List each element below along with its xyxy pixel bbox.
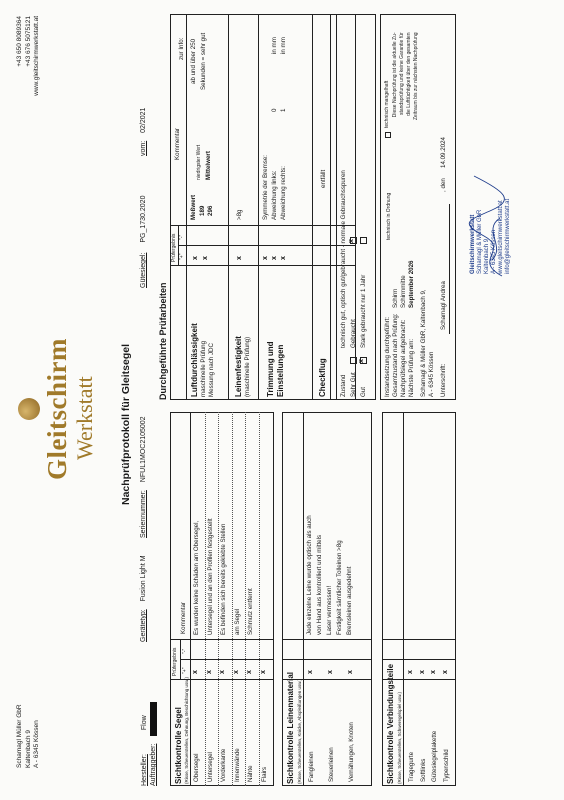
luft-sub2: Messung nach JDC xyxy=(208,343,215,397)
instand-line4-value: September 2026 xyxy=(408,260,415,308)
company-logo xyxy=(18,332,108,482)
info-2: Sekunden = sehr gut xyxy=(200,32,207,90)
stamp-line: info@gleitschirmwerkstatt.at xyxy=(505,198,511,274)
luft-title: Luftdurchlässigkeit xyxy=(190,323,199,397)
luft-sub1: maschinelle Prüfung xyxy=(200,340,207,397)
disclaimer-line: standsprüfung und keine Garantie für xyxy=(399,32,405,116)
pruef-header-right: Prüfergebnis xyxy=(171,233,177,262)
segel-row-plus: x xyxy=(259,670,267,674)
leinen-comment: Bremsleinen ausgedehnt xyxy=(346,566,353,635)
segel-row-label: Obersegel xyxy=(193,753,200,782)
leinenfest-title: Leinenfestigkeit xyxy=(234,336,243,397)
hersteller-label: Hersteller: xyxy=(141,754,148,786)
segel-row-comment: Schmutz entfernt xyxy=(247,588,254,635)
segel-subtitle: (Risse, Scheuerstellen, Dehnung, Beschichtung usw.) xyxy=(184,676,189,784)
address-line: Schamagl Müller GbR xyxy=(16,704,23,768)
geraetetyp xyxy=(140,555,147,642)
document-title: Nachprüfprotokoll für Gleitsegel xyxy=(120,343,132,505)
seriennummer xyxy=(140,416,147,538)
zustand-text: technisch gut, optisch gut/gebraucht - normale Gebrauchsspuren xyxy=(340,170,347,348)
vom-value: 02/2021 xyxy=(140,107,147,133)
pruef-header: Prüfergebnis xyxy=(172,647,178,676)
zustand-opt2: Gebraucht xyxy=(350,319,357,348)
luft-plus-2: x xyxy=(202,256,209,260)
serie-value: NFUL1MOC2105002 xyxy=(140,416,147,483)
logo-text: Gleitschirm xyxy=(42,338,72,480)
guete-label: Gütesiegel: xyxy=(140,252,147,288)
phone-2: +43 676 5075121 xyxy=(24,16,32,67)
segel-row-label: Innenwände xyxy=(233,748,241,782)
instand-line3-value: Schirmmitte xyxy=(400,275,407,308)
trimm-plus-1: x xyxy=(262,256,269,260)
serie-label: Seriennummer: xyxy=(140,490,147,538)
unit-2: in mm xyxy=(280,37,287,54)
auftraggeber-label: Auftraggeber: xyxy=(150,743,157,786)
leinenfest-value: >8g xyxy=(236,209,243,220)
mittelwert-label: Mittelwert xyxy=(205,151,212,180)
hersteller-value: Flow xyxy=(141,715,148,731)
messwert-1: 189 xyxy=(199,205,206,216)
phone-1: +43 650 8089364 xyxy=(16,16,23,67)
verbindung-row-label: Gütesiegelplakette xyxy=(431,730,438,782)
checkflug: Checkflug xyxy=(318,358,327,397)
stamp-line: A - 6345 Kössen xyxy=(491,229,497,274)
leinen-row-label: Steuerleinen xyxy=(328,747,335,782)
segel-row-comment: Es befinden sich bereits geklebte Stellen xyxy=(220,523,227,635)
leinenfest-plus: x xyxy=(236,256,243,260)
leinen-subtitle: (Risse, Scheuerstellen, Knicke, Abspleißungen usw.) xyxy=(297,678,302,784)
segel-title: Sichtkontrolle Segel xyxy=(174,707,183,784)
verbindung-row-plus: x xyxy=(441,670,449,674)
company-line: Schamagl & Müller GbR, Kaltenbach 9, xyxy=(420,289,427,397)
leinen-row-label: Vernähungen, Knoten xyxy=(348,722,355,782)
instand-line2-value: Schirm xyxy=(392,288,399,308)
col-minus: "-" xyxy=(182,648,188,654)
unterschrift-label: Unterschrift: xyxy=(440,363,447,397)
abw-rechts-val: 1 xyxy=(280,108,287,112)
disclaimer-line: Zeitraum bis zur nächsten Nachprüfung xyxy=(413,32,419,120)
instand-line2-label: Gesamtzustand nach Prüfung: xyxy=(392,313,399,397)
vom xyxy=(140,108,147,156)
checkbox-gebraucht-mark: x xyxy=(348,239,355,243)
stamp-line: Kaltenbach 9 xyxy=(484,238,490,274)
trimm-plus-2: x xyxy=(271,256,278,260)
instand-line1: Instandsetzung durchgeführt: xyxy=(384,316,391,397)
zustand-opt4: Stark gebraucht nur 1 Jahr xyxy=(360,274,367,348)
leinen-comment: Laser vermessen! xyxy=(326,585,333,635)
segel-row-label: Untersegel xyxy=(206,752,214,782)
leinen-row-plus: x xyxy=(347,670,354,674)
segel-row-plus: x xyxy=(192,670,199,674)
website: www.gleitschirmwerkstatt.at xyxy=(33,16,40,96)
checkbox-mangelhaft[interactable] xyxy=(385,132,391,138)
leinenfest-sub: (maschinelle Prüfung) xyxy=(244,336,251,397)
handwritten-signature xyxy=(462,170,518,280)
address-line: A - 6345 Kössen xyxy=(33,720,40,768)
leinen-row-plus: x xyxy=(307,670,314,674)
checkbox-sehr-gut[interactable] xyxy=(350,357,357,364)
pruefarbeiten-heading: Durchgeführte Prüfarbeiten xyxy=(158,282,168,400)
leinen-row-label: Fangleinen xyxy=(308,751,315,782)
disclaimer-line: Diese Nachprüfung ist die aktuelle Zu- xyxy=(392,32,398,118)
segel-row-plus: x xyxy=(205,670,213,674)
segel-row-label: Nähte xyxy=(247,765,254,782)
segel-row-label: Vorderkante xyxy=(220,748,227,782)
checkflug-val: entfällt xyxy=(320,169,327,188)
kommentar-header-right: Kommentar xyxy=(174,128,181,160)
abw-links-val: 0 xyxy=(271,108,278,112)
signer: Schamagl Andrea xyxy=(440,281,447,330)
guetesiegel xyxy=(140,196,147,288)
geraetetyp-label: Gerätetyp: xyxy=(140,609,147,642)
verbindung-row-label: Typenschild xyxy=(442,749,450,782)
kommentar-header: Kommentar xyxy=(180,602,187,634)
segel-row-label: Flairs xyxy=(260,766,268,782)
segel-row-comment: Untersegel und an den Profilen festgestellt xyxy=(206,518,214,635)
symmetrie: Symmetrie der Bremse: xyxy=(262,155,269,220)
zustand-opt1: Sehr Gut xyxy=(350,372,357,397)
leinen-row-plus: x xyxy=(327,670,334,674)
checkbox-gut-mark: x xyxy=(358,359,365,363)
abw-links: Abweichung links: xyxy=(271,170,278,220)
stamp-line: Gleitschirmwerkstatt xyxy=(470,214,476,274)
company-line2: A - 6345 Kössen xyxy=(428,351,435,397)
leinen-comment: von Hand aus kontrolliert und mittels xyxy=(316,534,323,635)
zustand-opt3: Gut xyxy=(360,387,367,397)
date-prefix: , den xyxy=(440,178,447,192)
messwert-2: 296 xyxy=(207,205,214,216)
geraetetyp-value: Fusion Light M xyxy=(140,555,147,602)
verbindung-row-plus: x xyxy=(407,670,414,674)
segel-row-comment: Es wurden keine Schäden am Obersegel, xyxy=(193,520,200,635)
col-plus-right: "+" xyxy=(179,253,185,260)
verbindung-subtitle: (Risse, Scheuerstellen, Schweregelspiel usw.) xyxy=(397,691,402,784)
segel-row-plus: x xyxy=(232,670,240,674)
verbindung-title: Sichtkontrolle Verbindungsteile xyxy=(386,663,395,784)
col-minus-right: "-" xyxy=(179,234,185,240)
verbindung-row-label: Softlinks xyxy=(419,758,427,782)
segel-row-comment: am Segel xyxy=(233,608,241,635)
trimm-title2: Einstellungen xyxy=(276,344,285,397)
company-address xyxy=(16,704,42,768)
instand-line4-label: Nächste Prüfung am: xyxy=(408,338,415,397)
verbindung-row-plus: x xyxy=(418,670,426,674)
vom-label: vom: xyxy=(140,140,147,156)
signature-date: 14.09.2024 xyxy=(440,137,447,168)
leinen-title: Sichtkontrolle Leinenmaterial xyxy=(286,671,295,784)
stamp-line: Schamagl & Müller GbR xyxy=(477,209,483,274)
leinen-comment: Jede einzelne Leine wurde optisch als auch xyxy=(306,515,313,635)
luft-plus-1: x xyxy=(192,256,199,260)
zur-info: zur Info: xyxy=(178,37,185,60)
col-plus: "+" xyxy=(182,667,188,674)
redacted-client xyxy=(150,702,157,736)
disclaimer xyxy=(392,32,420,120)
checkbox-stark[interactable] xyxy=(360,237,367,244)
leinen-comment: Festigkeit sämtlicher Tolleinen >8g xyxy=(336,540,343,635)
guete-value: PG_1730.2020 xyxy=(140,195,147,243)
verbindung-row-label: Tragegurte xyxy=(408,751,415,782)
segel-row-plus: x xyxy=(219,670,226,674)
verbindung-row-plus: x xyxy=(430,670,437,674)
zustand-label: Zustand xyxy=(340,374,347,397)
logo-subtext: Werkstatt xyxy=(72,376,97,460)
unit-1: in mm xyxy=(271,37,278,54)
stamp-line: www.gleitschirmwerkstatt.at xyxy=(498,200,504,274)
company-contact xyxy=(16,16,42,100)
trimm-plus-3: x xyxy=(280,256,287,260)
technisch-ok: technisch in Ordnung xyxy=(386,192,392,240)
address-line: Kaltenbach 9 xyxy=(24,730,32,768)
hersteller-block xyxy=(140,702,158,786)
niedrigster-label: niedrigster Wert xyxy=(196,144,202,180)
instand-line3-label: Nachprüfsiegel aufgebracht: xyxy=(400,319,407,397)
abw-rechts: Abweichung rechts: xyxy=(280,166,287,220)
disclaimer-line: die Lufttüchtigkeit über den gesamten xyxy=(406,32,412,116)
segel-row-plus: x xyxy=(246,670,253,674)
trimm-title: Trimmung und xyxy=(266,341,275,397)
info-1: ab und über 250 xyxy=(190,38,197,84)
logo-emblem-icon xyxy=(18,398,40,420)
messwert-label: Meßwert xyxy=(190,194,197,220)
technisch-mangel: technisch mangelhaft xyxy=(384,80,390,128)
